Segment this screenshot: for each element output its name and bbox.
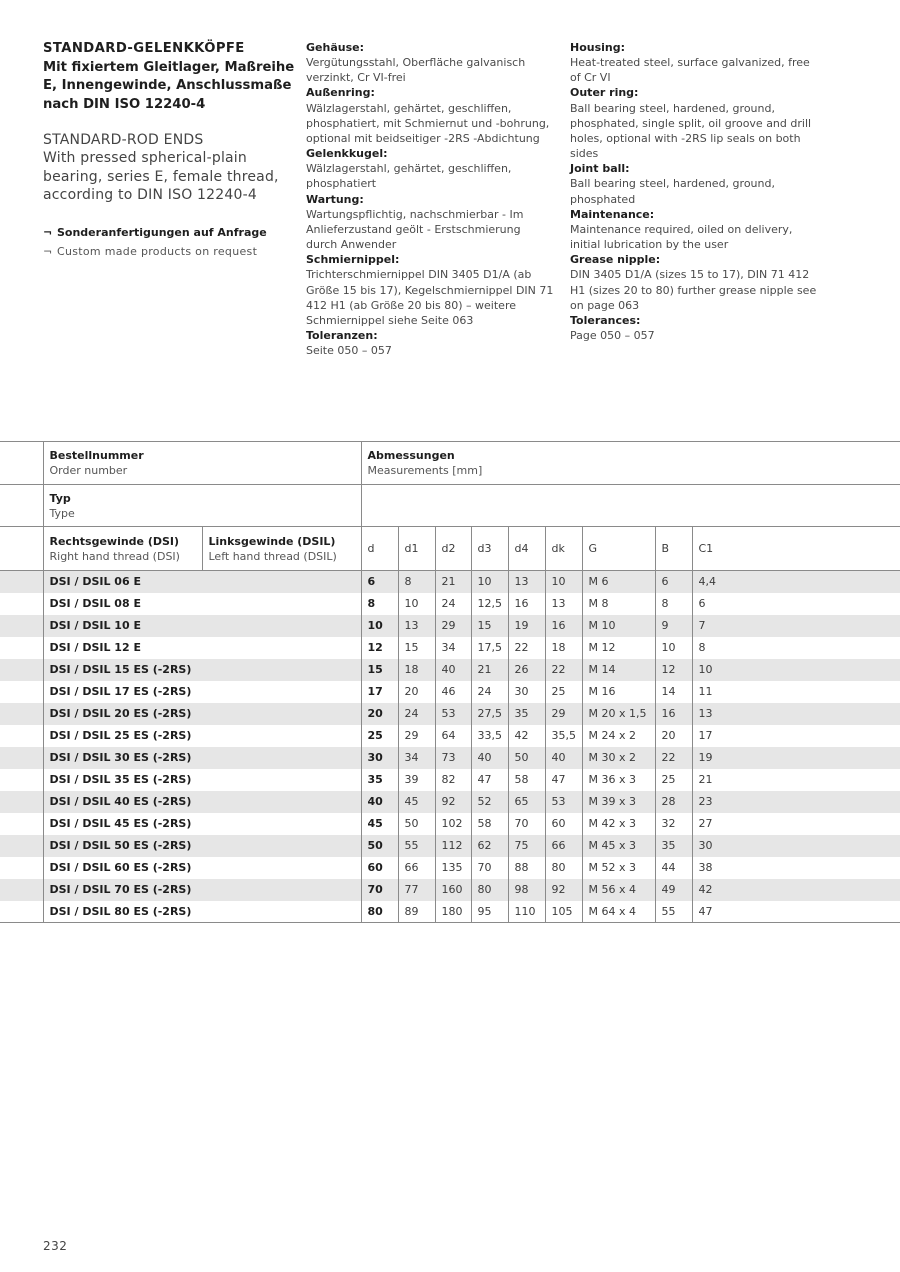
column-header-c1: C1 [692, 527, 900, 571]
table-row [0, 747, 900, 769]
cell-d1: 29 [398, 725, 435, 747]
measurements-en: Measurements [mm] [367, 464, 483, 477]
cell-d: 20 [361, 703, 398, 725]
blank-cell [0, 659, 43, 681]
note-en-text: Custom made products on request [57, 244, 258, 258]
column-header-d: d [361, 527, 398, 571]
spec-text: Wartungspflichtig, nachschmierbar - Im Anlieferzustand geölt - Erstschmierung durch Anwender [306, 207, 524, 252]
cell-d3: 10 [471, 571, 508, 593]
order-number-cell: DSI / DSIL 17 ES (-2RS) [43, 681, 361, 703]
order-number-cell: DSI / DSIL 20 ES (-2RS) [43, 703, 361, 725]
cell-dk: 53 [545, 791, 582, 813]
cell-d: 6 [361, 571, 398, 593]
column-header-dk: dk [545, 527, 582, 571]
cell-dk: 13 [545, 593, 582, 615]
cell-g: M 36 x 3 [582, 769, 655, 791]
order-number-cell: DSI / DSIL 50 ES (-2RS) [43, 835, 361, 857]
blank-cell [0, 791, 43, 813]
spec-text: Vergütungsstahl, Oberfläche galvanisch verzinkt, Cr VI-frei [306, 56, 526, 85]
cell-g: M 39 x 3 [582, 791, 655, 813]
order-number-cell: DSI / DSIL 40 ES (-2RS) [43, 791, 361, 813]
left-thread-de: Linksgewinde (DSIL) [208, 534, 336, 548]
cell-b: 9 [655, 615, 692, 637]
right-thread-en: Right hand thread (DSI) [49, 549, 180, 563]
cell-c1: 13 [692, 703, 900, 725]
blank-cell [0, 615, 43, 637]
cell-b: 14 [655, 681, 692, 703]
cell-g: M 56 x 4 [582, 879, 655, 901]
cell-b: 25 [655, 769, 692, 791]
order-number-cell: DSI / DSIL 60 ES (-2RS) [43, 857, 361, 879]
note-en [43, 243, 303, 262]
cell-d1: 45 [398, 791, 435, 813]
cell-b: 12 [655, 659, 692, 681]
spec-label: Wartung: [306, 192, 364, 206]
cell-d1: 39 [398, 769, 435, 791]
spec-label: Außenring: [306, 86, 375, 100]
cell-d4: 88 [508, 857, 545, 879]
spec-text: Wälzlagerstahl, gehärtet, geschliffen, phosphatiert, mit Schmiernut und -bohrung, optional mit beidseitiger -2RS -Abdichtung [306, 101, 550, 145]
cell-dk: 18 [545, 637, 582, 659]
left-thread-header [202, 527, 361, 571]
cell-d1: 50 [398, 813, 435, 835]
column-header-d4: d4 [508, 527, 545, 571]
cell-d3: 17,5 [471, 637, 508, 659]
cell-d: 35 [361, 769, 398, 791]
cell-d3: 40 [471, 747, 508, 769]
cell-c1: 19 [692, 747, 900, 769]
cell-b: 22 [655, 747, 692, 769]
column-header-g: G [582, 527, 655, 571]
cell-c1: 8 [692, 637, 900, 659]
cell-d1: 66 [398, 857, 435, 879]
type-de: Typ [49, 491, 71, 505]
order-number-cell: DSI / DSIL 25 ES (-2RS) [43, 725, 361, 747]
cell-c1: 21 [692, 769, 900, 791]
spec-label: Schmiernippel: [306, 253, 400, 267]
table-row [0, 879, 900, 901]
order-number-en: Order number [49, 464, 128, 477]
blank-cell [0, 681, 43, 703]
cell-d4: 98 [508, 879, 545, 901]
cell-d3: 80 [471, 879, 508, 901]
cell-g: M 45 x 3 [582, 835, 655, 857]
cell-dk: 80 [545, 857, 582, 879]
cell-c1: 11 [692, 681, 900, 703]
title-en-heading: STANDARD-ROD ENDS [43, 132, 204, 148]
cell-d3: 70 [471, 857, 508, 879]
order-number-cell: DSI / DSIL 45 ES (-2RS) [43, 813, 361, 835]
cell-dk: 40 [545, 747, 582, 769]
cell-d1: 18 [398, 659, 435, 681]
cell-b: 35 [655, 835, 692, 857]
cell-d2: 46 [435, 681, 471, 703]
cell-c1: 30 [692, 835, 900, 857]
blank-cell [0, 637, 43, 659]
cell-d2: 82 [435, 769, 471, 791]
cell-c1: 47 [692, 901, 900, 923]
table-row [0, 659, 900, 681]
cell-b: 20 [655, 725, 692, 747]
cell-g: M 42 x 3 [582, 813, 655, 835]
column-header-d1: d1 [398, 527, 435, 571]
spec-text: Heat-treated steel, surface galvanized, free of Cr VI [570, 56, 810, 85]
cell-b: 10 [655, 637, 692, 659]
cell-d: 40 [361, 791, 398, 813]
spec-label: Gelenkkugel: [306, 147, 388, 161]
cell-dk: 25 [545, 681, 582, 703]
cell-g: M 24 x 2 [582, 725, 655, 747]
cell-c1: 4,4 [692, 571, 900, 593]
cell-d4: 58 [508, 769, 545, 791]
cell-d1: 34 [398, 747, 435, 769]
cell-d2: 73 [435, 747, 471, 769]
spec-text: Ball bearing steel, hardened, ground, phosphated [570, 177, 775, 206]
cell-d4: 35 [508, 703, 545, 725]
cell-d4: 19 [508, 615, 545, 637]
blank-cell [0, 725, 43, 747]
spec-label: Joint ball: [570, 162, 630, 176]
cell-d4: 65 [508, 791, 545, 813]
cell-dk: 16 [545, 615, 582, 637]
page-title [43, 40, 298, 114]
table-row [0, 681, 900, 703]
order-number-cell: DSI / DSIL 15 ES (-2RS) [43, 659, 361, 681]
cell-b: 44 [655, 857, 692, 879]
cell-d2: 135 [435, 857, 471, 879]
order-number-cell: DSI / DSIL 80 ES (-2RS) [43, 901, 361, 923]
cell-d1: 8 [398, 571, 435, 593]
cell-d: 80 [361, 901, 398, 923]
cell-g: M 14 [582, 659, 655, 681]
table-row [0, 637, 900, 659]
cell-g: M 52 x 3 [582, 857, 655, 879]
cell-c1: 17 [692, 725, 900, 747]
cell-d3: 58 [471, 813, 508, 835]
cell-b: 49 [655, 879, 692, 901]
cell-d: 30 [361, 747, 398, 769]
cell-c1: 42 [692, 879, 900, 901]
spec-text: Ball bearing steel, hardened, ground, phosphated, single split, oil groove and drill holes, optional with -2RS lip seals on both sides [570, 101, 812, 161]
order-number-cell: DSI / DSIL 12 E [43, 637, 361, 659]
page-title-en [43, 131, 298, 204]
right-thread-de: Rechtsgewinde (DSI) [49, 534, 180, 548]
cell-d: 50 [361, 835, 398, 857]
cell-d3: 24 [471, 681, 508, 703]
cell-d2: 64 [435, 725, 471, 747]
cell-d4: 70 [508, 813, 545, 835]
cell-d2: 40 [435, 659, 471, 681]
cell-d4: 22 [508, 637, 545, 659]
table-row [0, 813, 900, 835]
blank-cell [0, 857, 43, 879]
cell-g: M 12 [582, 637, 655, 659]
cell-d: 60 [361, 857, 398, 879]
blank-cell [0, 901, 43, 923]
measurements-header [361, 442, 900, 485]
cell-d4: 75 [508, 835, 545, 857]
column-header-d2: d2 [435, 527, 471, 571]
cell-g: M 64 x 4 [582, 901, 655, 923]
order-number-cell: DSI / DSIL 35 ES (-2RS) [43, 769, 361, 791]
cell-b: 55 [655, 901, 692, 923]
cell-dk: 10 [545, 571, 582, 593]
spec-label: Tolerances: [570, 313, 641, 327]
table-row [0, 725, 900, 747]
table-row [0, 571, 900, 593]
cell-d2: 92 [435, 791, 471, 813]
cell-d3: 95 [471, 901, 508, 923]
order-number-cell: DSI / DSIL 10 E [43, 615, 361, 637]
spec-text: Page 050 – 057 [570, 328, 655, 342]
cell-d: 10 [361, 615, 398, 637]
cell-d4: 50 [508, 747, 545, 769]
cell-c1: 27 [692, 813, 900, 835]
title-de-heading: STANDARD-GELENKKÖPFE [43, 41, 245, 56]
spec-text: Wälzlagerstahl, gehärtet, geschliffen, phosphatiert [306, 162, 512, 191]
cell-d4: 13 [508, 571, 545, 593]
blank-cell [0, 571, 43, 593]
spec-label: Outer ring: [570, 86, 639, 100]
spec-label: Maintenance: [570, 207, 655, 221]
cell-d4: 42 [508, 725, 545, 747]
cell-d1: 20 [398, 681, 435, 703]
cell-dk: 29 [545, 703, 582, 725]
order-number-de: Bestellnummer [49, 449, 144, 462]
cell-g: M 8 [582, 593, 655, 615]
product-table [0, 441, 900, 923]
spec-text: Trichterschmiernippel DIN 3405 D1/A (ab Größe 15 bis 17), Kegelschmiernippel DIN 71 412 H1 (ab Größe 20 bis 80) – weitere Schmiernippel siehe Seite 063 [306, 268, 554, 327]
title-de-subheading: Mit fixiertem Gleitlager, Maßreihe E, Innengewinde, Anschlussmaße nach DIN ISO 12240-4 [43, 59, 295, 112]
blank-cell [0, 813, 43, 835]
cell-d2: 34 [435, 637, 471, 659]
cell-c1: 10 [692, 659, 900, 681]
table-row [0, 769, 900, 791]
cell-b: 6 [655, 571, 692, 593]
spec-label: Toleranzen: [306, 328, 378, 342]
cell-d1: 89 [398, 901, 435, 923]
cell-d3: 21 [471, 659, 508, 681]
table-row [0, 901, 900, 923]
cell-d3: 33,5 [471, 725, 508, 747]
cell-d3: 47 [471, 769, 508, 791]
specs-english [570, 40, 818, 343]
cell-d4: 110 [508, 901, 545, 923]
cell-g: M 10 [582, 615, 655, 637]
cell-d3: 27,5 [471, 703, 508, 725]
cell-d: 17 [361, 681, 398, 703]
table-row [0, 593, 900, 615]
cell-d: 25 [361, 725, 398, 747]
cell-d3: 52 [471, 791, 508, 813]
cell-dk: 35,5 [545, 725, 582, 747]
type-header [43, 485, 361, 527]
note-symbol: ¬ [43, 244, 53, 258]
blank-cell [0, 442, 43, 485]
spec-text: Maintenance required, oiled on delivery, initial lubrication by the user [570, 222, 793, 252]
blank-cell [0, 879, 43, 901]
cell-d4: 30 [508, 681, 545, 703]
note-de [43, 224, 303, 243]
cell-c1: 38 [692, 857, 900, 879]
note-de-text: Sonderanfertigungen auf Anfrage [57, 226, 267, 239]
cell-c1: 23 [692, 791, 900, 813]
cell-b: 28 [655, 791, 692, 813]
cell-d1: 15 [398, 637, 435, 659]
cell-d1: 77 [398, 879, 435, 901]
cell-d1: 24 [398, 703, 435, 725]
table-row [0, 615, 900, 637]
cell-b: 32 [655, 813, 692, 835]
measurements-de: Abmessungen [367, 449, 455, 462]
cell-dk: 22 [545, 659, 582, 681]
header-row-order [0, 442, 900, 485]
blank-cell [0, 485, 43, 527]
type-en: Type [49, 506, 75, 520]
cell-d: 8 [361, 593, 398, 615]
table-row [0, 857, 900, 879]
specs-german [306, 40, 554, 358]
cell-d4: 16 [508, 593, 545, 615]
order-number-cell: DSI / DSIL 70 ES (-2RS) [43, 879, 361, 901]
order-number-cell: DSI / DSIL 30 ES (-2RS) [43, 747, 361, 769]
cell-d: 12 [361, 637, 398, 659]
cell-dk: 60 [545, 813, 582, 835]
order-number-cell: DSI / DSIL 08 E [43, 593, 361, 615]
table-row [0, 703, 900, 725]
cell-d2: 102 [435, 813, 471, 835]
spec-label: Housing: [570, 41, 626, 54]
blank-cell [361, 485, 900, 527]
cell-g: M 20 x 1,5 [582, 703, 655, 725]
spec-text: DIN 3405 D1/A (sizes 15 to 17), DIN 71 412 H1 (sizes 20 to 80) further grease nipple see on page 063 [570, 268, 817, 312]
spec-text: Seite 050 – 057 [306, 344, 392, 358]
header-row-type [0, 485, 900, 527]
cell-dk: 66 [545, 835, 582, 857]
cell-d2: 180 [435, 901, 471, 923]
cell-d3: 62 [471, 835, 508, 857]
left-thread-en: Left hand thread (DSIL) [208, 549, 337, 563]
column-header-d3: d3 [471, 527, 508, 571]
cell-d: 45 [361, 813, 398, 835]
blank-cell [0, 593, 43, 615]
cell-c1: 7 [692, 615, 900, 637]
cell-d1: 10 [398, 593, 435, 615]
cell-d2: 21 [435, 571, 471, 593]
note-symbol: ¬ [43, 226, 53, 239]
cell-d: 70 [361, 879, 398, 901]
cell-b: 16 [655, 703, 692, 725]
blank-cell [0, 835, 43, 857]
cell-d2: 29 [435, 615, 471, 637]
table-row [0, 835, 900, 857]
order-number-cell: DSI / DSIL 06 E [43, 571, 361, 593]
cell-d2: 53 [435, 703, 471, 725]
cell-d4: 26 [508, 659, 545, 681]
cell-dk: 47 [545, 769, 582, 791]
cell-d1: 13 [398, 615, 435, 637]
cell-d1: 55 [398, 835, 435, 857]
cell-dk: 105 [545, 901, 582, 923]
cell-d3: 15 [471, 615, 508, 637]
blank-cell [0, 747, 43, 769]
cell-g: M 30 x 2 [582, 747, 655, 769]
spec-label: Gehäuse: [306, 41, 364, 54]
cell-g: M 6 [582, 571, 655, 593]
cell-b: 8 [655, 593, 692, 615]
column-header-b: B [655, 527, 692, 571]
cell-dk: 92 [545, 879, 582, 901]
cell-d2: 160 [435, 879, 471, 901]
cell-d3: 12,5 [471, 593, 508, 615]
cell-d2: 24 [435, 593, 471, 615]
table-row [0, 791, 900, 813]
cell-d: 15 [361, 659, 398, 681]
order-number-header [43, 442, 361, 485]
page-number: 232 [43, 1239, 68, 1253]
spec-label: Grease nipple: [570, 253, 661, 267]
header-row-columns [0, 527, 900, 571]
blank-cell [0, 769, 43, 791]
cell-g: M 16 [582, 681, 655, 703]
right-thread-header [43, 527, 202, 571]
title-en-subheading: With pressed spherical-plain bearing, series E, female thread, according to DIN ISO 12240-4 [43, 150, 279, 203]
cell-c1: 6 [692, 593, 900, 615]
cell-d2: 112 [435, 835, 471, 857]
notes [43, 224, 303, 261]
blank-cell [0, 527, 43, 571]
blank-cell [0, 703, 43, 725]
